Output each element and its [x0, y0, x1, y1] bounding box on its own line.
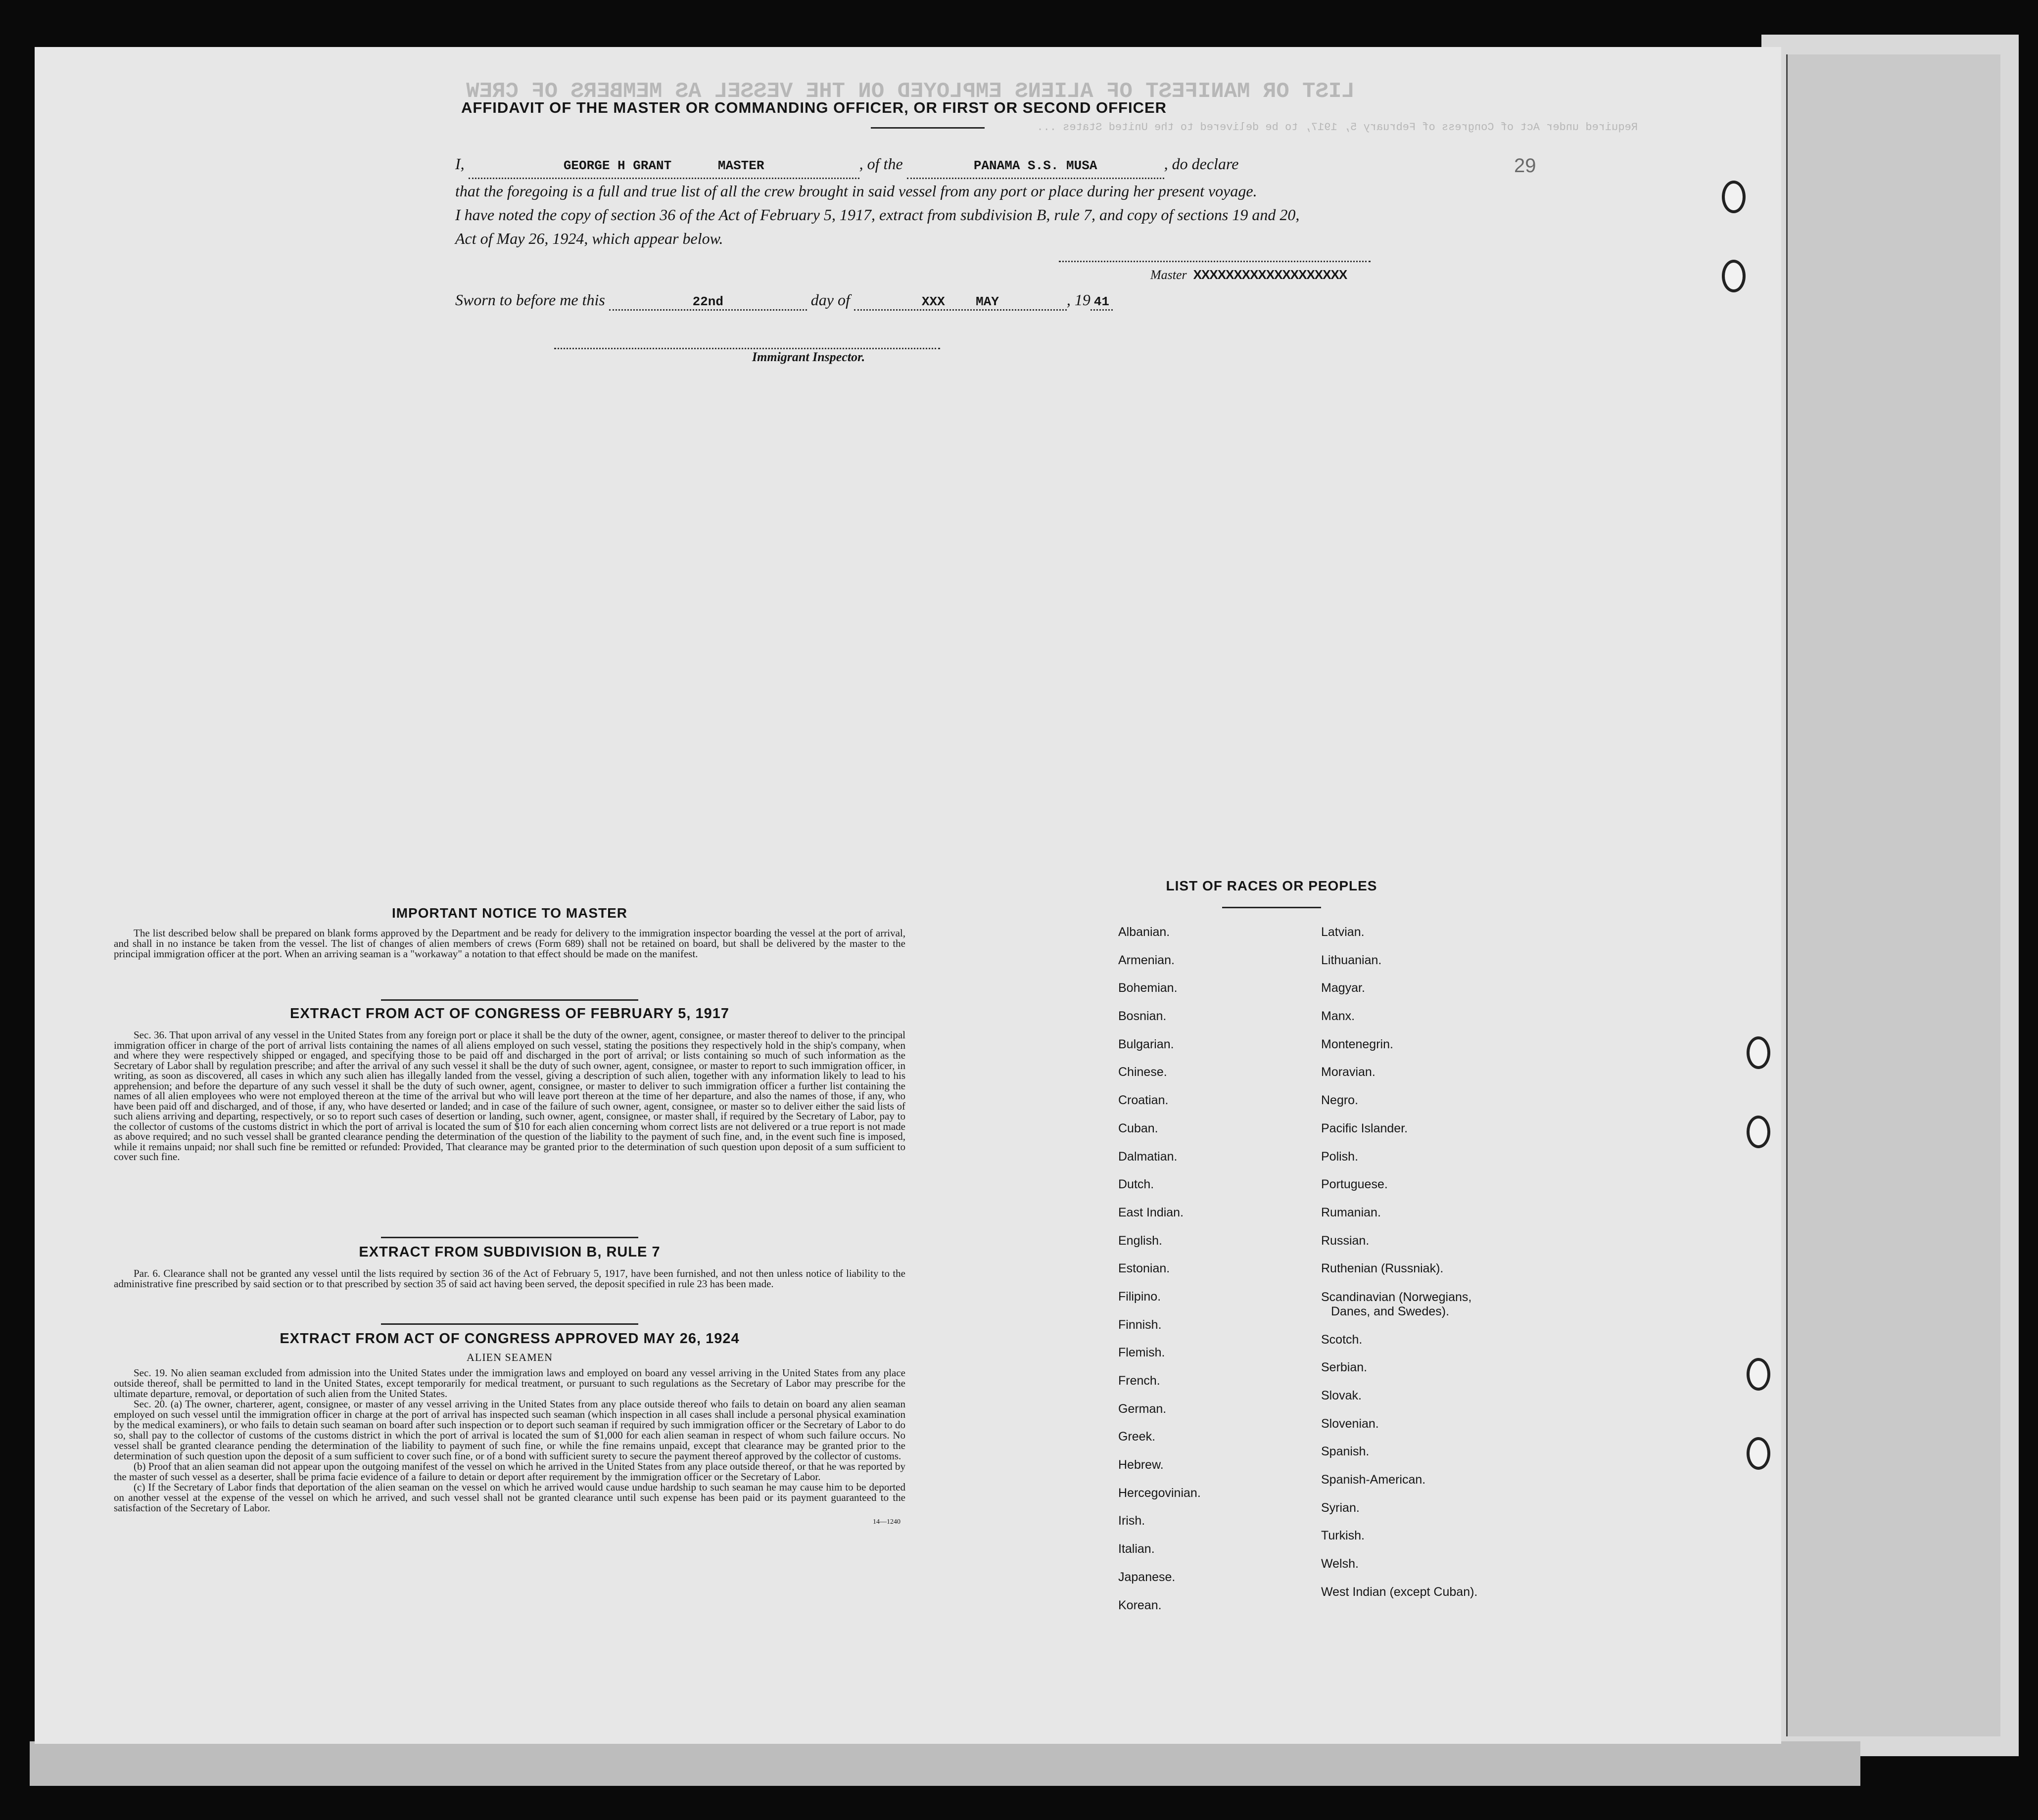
race-item: Ruthenian (Russniak).: [1321, 1261, 1444, 1276]
master-signature-line: [1059, 261, 1371, 262]
notice-section: [114, 905, 905, 959]
race-item: Montenegrin.: [1321, 1037, 1393, 1051]
affidavit-body: [455, 152, 1544, 250]
binder-hole-icon: [1747, 1358, 1770, 1391]
races-title: LIST OF RACES OR PEOPLES: [1166, 878, 1377, 893]
master-signature: [1150, 267, 1347, 282]
race-item: Chinese.: [1118, 1065, 1167, 1079]
race-item: Albanian.: [1118, 925, 1170, 939]
race-item: Russian.: [1321, 1233, 1370, 1248]
month-struck: XXX: [921, 294, 945, 309]
affidavit-line-1: [455, 152, 1544, 179]
race-item: Scandinavian (Norwegians,: [1321, 1290, 1472, 1304]
extract-1917-text: Sec. 36. That upon arrival of any vessel in the United States from any foreign port or place it shall be the duty of the owner, agent, consignee, or master thereof to deliver to the principal immigration officer in charge of the port of arrival lists containing the names of all aliens employed on such vessel, stating the positions they respectively hold in the ship's company, when and where they were respectively shipped or engaged, and specifying those to be paid off and discharged in the port of arrival; or lists containing so much of such information as the Secretary of Labor shall by regulation prescribe; and after the arrival of any such vessel it shall be the duty of such owner, agent, consignee, or master to report to such immigration officer, in writing, as soon as discovered, all cases in which any such alien has illegally landed from the vessel, giving a description of such alien, together with any information likely to lead to his apprehension; and before the departure of any such vessel it shall be the duty of such owner, agent, consignee, or master to deliver to such immigration officer a further list containing the names of all alien employees who were not employed thereon at the time of the arrival but who will leave port thereon at the time of her departure, and also the names of those, if any, who have been paid off and discharged, and of those, if any, who have deserted or landed; and in case of the failure of such owner, agent, consignee, or master so to deliver either the said lists of such aliens arriving and departing, respectively, or so to report such cases of desertion or landing, such owner, agent, consignee, or master shall, if required by the Secretary of Labor, pay to the collector of customs of the customs district in which the port of arrival is located the sum of $10 for each alien concerning whom correct lists are not delivered or a true report is not made as above required; and no such vessel shall be granted clearance pending the determination of the question of the liability to the payment of such fine, and, in the event such fine is imposed, while it remains unpaid; nor shall such fine be remitted or refunded: Provided, That clearance may be granted prior to the determination of such question upon deposit of a sum sufficient to cover such fine.: [114, 1029, 905, 1163]
races-rule: [1222, 907, 1321, 908]
race-item: English.: [1118, 1233, 1162, 1248]
race-item: Estonian.: [1118, 1261, 1170, 1276]
race-item: Polish.: [1321, 1149, 1359, 1164]
race-item: French.: [1118, 1374, 1160, 1388]
race-item: German.: [1118, 1401, 1167, 1416]
race-item: Japanese.: [1118, 1570, 1176, 1584]
race-item: Irish.: [1118, 1514, 1145, 1528]
master-struck-text: XXXXXXXXXXXXXXXXXXX: [1193, 267, 1347, 282]
race-item: Dutch.: [1118, 1177, 1154, 1192]
race-item: Lithuanian.: [1321, 953, 1382, 967]
race-item: Portuguese.: [1321, 1177, 1388, 1192]
sworn-label: Sworn to before me this: [455, 291, 605, 309]
race-item: Bosnian.: [1118, 1009, 1167, 1024]
race-item: Greek.: [1118, 1430, 1156, 1444]
master-rank: MASTER: [717, 158, 764, 173]
races-column-2: [1321, 925, 1477, 1613]
i-label: I,: [455, 155, 465, 173]
race-item: Italian.: [1118, 1542, 1155, 1556]
race-item: Croatian.: [1118, 1093, 1169, 1108]
race-item: Syrian.: [1321, 1500, 1360, 1515]
notice-title: IMPORTANT NOTICE TO MASTER: [391, 905, 628, 921]
day-field[interactable]: 22nd: [609, 294, 807, 311]
do-declare-label: , do declare: [1164, 155, 1239, 173]
race-item: Korean.: [1118, 1598, 1162, 1612]
race-item: Pacific Islander.: [1321, 1121, 1408, 1135]
binder-hole-icon: [1747, 1036, 1770, 1069]
month-field[interactable]: [854, 294, 1067, 311]
vessel-field[interactable]: PANAMA S.S. MUSA: [907, 154, 1164, 179]
notice-text: The list described below shall be prepared on blank forms approved by the Department and be ready for delivery to the immigration inspector boarding the vessel at the port of arrival, and shall in no instance be taken from the vessel. The list of changes of alien members of crews (Form 689) shall not be retained on board, but shall be delivered by the master to the principal immigration officer at the port. When an arriving seaman is a "workaway" a notation to that effect should be made on the manifest.: [114, 927, 905, 960]
race-item: Cuban.: [1118, 1121, 1158, 1135]
binder-hole-icon: [1747, 1116, 1770, 1148]
stacked-pages-inner: [1786, 54, 2000, 1736]
form-number: 14—1240: [873, 1518, 901, 1526]
page-number: 29: [1514, 155, 1536, 177]
sec-20a-text: Sec. 20. (a) The owner, charterer, agent, consignee, or master of any vessel arriving in the United States from any place outside thereof who fails to detain on board any alien seaman employed on such vessel until the immigration officer in charge at the port of arrival has inspected such seaman (which inspection in all cases shall include a personal physical examination by the medical examiners), or who fails to detain such seaman on board after such inspection or to deport such seaman if required by such immigration officer or the Secretary of Labor to do so, shall pay to the collector of customs of the customs district in which the port of arrival is located the sum of $1,000 for each alien seaman in respect of whom such failure occurs. No vessel shall be granted clearance pending the determination of the liability to payment of such fine, or while the fine remains unpaid, except that clearance may be granted prior to the determination of such question upon the deposit of a sum sufficient to cover such fine, or of a bond with sufficient surety to secure the payment thereof approved by the collector of customs.: [114, 1398, 905, 1462]
bleed-through-subheader: Required under Act of Congress of February 5, 1917, to be delivered to the United States ...: [1037, 121, 1638, 134]
extract-rule7-title: EXTRACT FROM SUBDIVISION B, RULE 7: [359, 1244, 661, 1260]
race-item: Hercegovinian.: [1118, 1486, 1201, 1500]
race-item: Bulgarian.: [1118, 1037, 1174, 1051]
notice-rule: [381, 999, 638, 1001]
affidavit-line-2: that the foregoing is a full and true list of all the crew brought in said vessel from any port or place during her present voyage.: [455, 182, 1257, 200]
race-item: Turkish.: [1321, 1529, 1365, 1543]
race-item: Welsh.: [1321, 1557, 1359, 1571]
race-item: Slovenian.: [1321, 1416, 1379, 1431]
race-item: Flemish.: [1118, 1346, 1165, 1360]
race-item: West Indian (except Cuban).: [1321, 1585, 1478, 1599]
race-item: Negro.: [1321, 1093, 1359, 1108]
extract-1924-section: [114, 1331, 905, 1526]
of-the-label: , of the: [859, 155, 903, 173]
master-name-field[interactable]: [469, 154, 859, 179]
race-item: Rumanian.: [1321, 1205, 1381, 1219]
extract-1917-rule: [381, 1237, 638, 1238]
extract-rule7-rule: [381, 1323, 638, 1325]
races-column-1: [1118, 925, 1201, 1626]
affidavit-title: AFFIDAVIT OF THE MASTER OR COMMANDING OFFICER, OR FIRST OR SECOND OFFICER: [461, 99, 1167, 116]
race-item: Hebrew.: [1118, 1458, 1164, 1472]
day-of-label: day of: [810, 291, 850, 309]
extract-1924-subtitle: ALIEN SEAMEN: [467, 1351, 553, 1363]
race-item: Manx.: [1321, 1009, 1355, 1024]
inspector-label: Immigrant Inspector.: [752, 350, 865, 364]
inspector-signature-line: [554, 348, 940, 349]
sec-20b-text: (b) Proof that an alien seaman did not appear upon the outgoing manifest of the vessel on which he arrived in the United States from any place outside thereof, or that he was reported by the master of such vessel as a deserter, shall be prima facie evidence of a failure to detain or deport after requirement by the immigration officer or the Secretary of Labor.: [114, 1460, 905, 1483]
extract-rule7-text: Par. 6. Clearance shall not be granted any vessel until the lists required by section 36 of the Act of February 5, 1917, have been furnished, and not then unless notice of liability to the administrative fine prescribed by said section or to that prescribed by section 35 of said act having been served, the deposit specified in rule 23 has been made.: [114, 1267, 905, 1290]
master-name: GEORGE H GRANT: [563, 158, 672, 173]
race-item: Latvian.: [1321, 925, 1365, 939]
sheet-bottom-edges: [30, 1741, 1860, 1786]
affidavit-line-3: I have noted the copy of section 36 of the Act of February 5, 1917, extract from subdivision B, rule 7, and copy of sections 19 and 20,: [455, 206, 1300, 224]
race-item: Magyar.: [1321, 981, 1365, 995]
race-item: Finnish.: [1118, 1317, 1162, 1332]
race-item: Filipino.: [1118, 1289, 1161, 1304]
binder-hole-icon: [1722, 260, 1746, 292]
manifest-sheet: [35, 47, 1781, 1744]
sworn-line: [455, 291, 1113, 311]
extract-1917-title: EXTRACT FROM ACT OF CONGRESS OF FEBRUARY 5, 1917: [289, 1006, 730, 1022]
race-item: Spanish-American.: [1321, 1473, 1426, 1487]
sec-19-text: Sec. 19. No alien seaman excluded from admission into the United States under the immigration laws and employed on board any vessel arriving in the United States from any place outside thereof, shall be permitted to land in the United States, except temporarily for medical treatment, or pursuant to such regulations as the Secretary of Labor may prescribe for the ultimate departure, removal, or deportation of such alien from the United States.: [114, 1367, 905, 1400]
extract-1924-title: EXTRACT FROM ACT OF CONGRESS APPROVED MAY 26, 1924: [280, 1331, 740, 1347]
year-field[interactable]: 41: [1090, 294, 1113, 311]
affidavit-line-4: Act of May 26, 1924, which appear below.: [455, 230, 723, 247]
race-item: Armenian.: [1118, 953, 1175, 967]
race-item: Slovak.: [1321, 1389, 1362, 1402]
race-item: Moravian.: [1321, 1065, 1375, 1079]
race-item: Dalmatian.: [1118, 1149, 1178, 1164]
race-item: Serbian.: [1321, 1360, 1368, 1375]
month-value: MAY: [976, 294, 999, 309]
title-rule: [871, 127, 985, 129]
race-item: Bohemian.: [1118, 981, 1178, 995]
bleed-through-header: LIST OR MANIFEST OF ALIENS EMPLOYED ON THE VESSEL AS MEMBERS OF CREW: [466, 79, 1355, 104]
race-item: Scotch.: [1321, 1332, 1363, 1347]
master-label: Master: [1150, 268, 1187, 282]
sec-20c-text: (c) If the Secretary of Labor finds that deportation of the alien seaman on the vessel on which he arrived would cause undue hardship to such seaman he may cause him to be deported on another vessel at the expense of the vessel on which he arrived, and such vessel shall not be granted clearance until such expense has been paid or its payment guaranteed to the satisfaction of the Secretary of Labor.: [114, 1481, 905, 1514]
race-item: Danes, and Swedes).: [1331, 1304, 1450, 1318]
binder-hole-icon: [1722, 181, 1746, 213]
extract-1917-section: [114, 1006, 905, 1162]
extract-rule7-section: [114, 1244, 905, 1289]
race-item: East Indian.: [1118, 1205, 1184, 1219]
race-item: Spanish.: [1321, 1445, 1370, 1459]
binder-hole-icon: [1747, 1437, 1770, 1470]
year-prefix: , 19: [1066, 291, 1090, 309]
